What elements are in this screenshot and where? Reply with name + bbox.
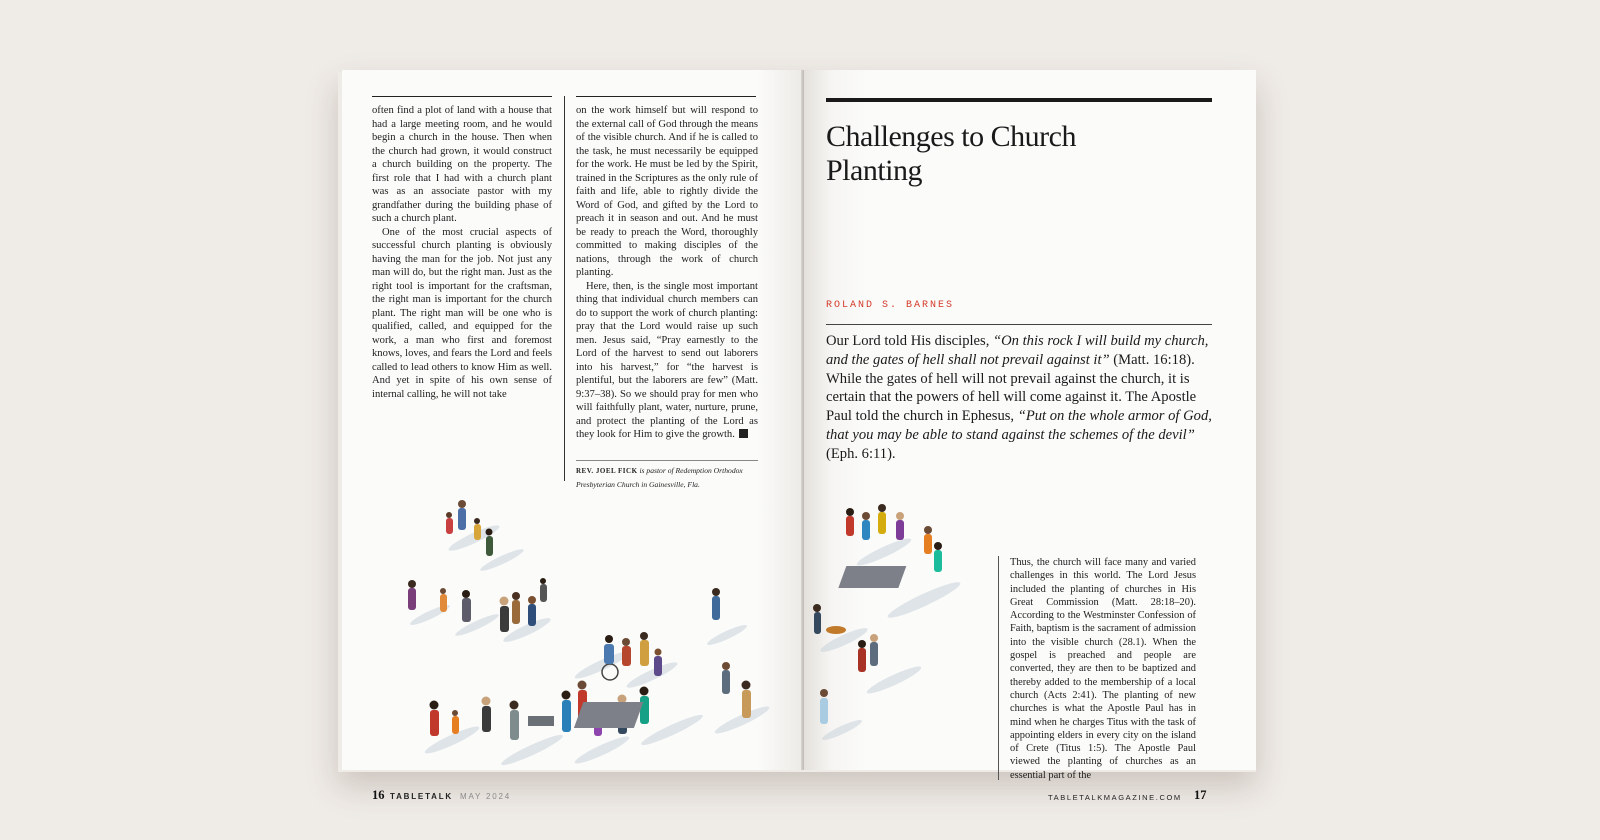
column-rule (372, 96, 552, 97)
paragraph: on the work himself but will respond to the external call of God through the means of the visible church. And if he is called to the task, he must necessarily be equipped for the work. He must be led by the Spirit, trained in the Scriptures as the only rule of faith and life, able to rightly divide the Word of God, and gifted by the Lord to preach it in season and out. And he must be ready to preach the Word, thoroughly committed to making disciples of the nations, through the work of church planting. (576, 105, 758, 278)
paragraph: One of the most crucial aspects of successful church planting is obviously having the man for the job. Not just any man will do, but the right man. Just as the right tool is important for the craftsman, the right man is important for the church plant. The right man will be one who is qualified, called, and equipped for the work, a man who first and foremost knows, loves, and fears the Lord and feels called to lead others to know Him as well. And yet in spite of his own sense of internal calling, he will not take (372, 226, 552, 400)
left-page (342, 70, 804, 802)
crowd-illustration-right (804, 490, 1004, 730)
lede-text: (Eph. 6:11). (826, 445, 896, 462)
folio-page-number: 17 (1194, 788, 1207, 802)
folio-website: TABLETALKMAGAZINE.COM (1048, 793, 1182, 802)
lede-paragraph (826, 332, 1218, 464)
column-rule (576, 96, 756, 97)
folio-date: MAY 2024 (460, 792, 512, 801)
left-column-2 (576, 104, 758, 442)
lede-quote: “Put on the whole armor of God, that you may be able to stand against the schemes of the devil” (826, 408, 1212, 443)
paragraph: Here, then, is the single most important thing that individual church members can do to support the work of church planting: pray that the Lord would raise up such men. Jesus said, “Pray earnestly to the Lord of the harvest to send out laborers into his harvest,” for “the harvest is plentiful, but the laborers are few” (Matt. 9:37–38). So we should pray for men who will faithfully plant, water, nurture, prune, and protect the planting of the Lord as they look for Him to give the growth. (576, 280, 758, 440)
paragraph: often find a plot of land with a house that had a large meeting room, and he would begin a church in the house. Then when the church had grown, it would construct a church building on the property. The first role that I had with a church plant was as an associate pastor with my grandfather during the building phase of such a church plant. (372, 105, 552, 224)
lede-text: (Matt. 16:18). While the gates of hell will not prevail against the church, it is certain that the powers of hell will come against it. The Apostle Paul told the church in Ephesus, (826, 351, 1197, 425)
byline-text: is pastor of Redemption Orthodox Presbyterian Church in Gainesville, Fla. (576, 466, 743, 489)
lede-text: Our Lord told His disciples, (826, 333, 994, 349)
lede-rule (826, 324, 1212, 325)
article-author: ROLAND S. BARNES (826, 300, 955, 311)
title-rule (826, 98, 1212, 102)
left-column-1 (372, 104, 552, 401)
folio-page-number: 16 (372, 788, 385, 802)
folio-magazine: TABLETALK (390, 792, 454, 801)
right-page (804, 70, 1256, 802)
article-title: Challenges to Church Planting (826, 120, 1076, 187)
body-divider (998, 556, 999, 780)
body-column: Thus, the church will face many and varied challenges in this world. The Lord Jesus included the planting of churches in His Great Commission (Matt. 28:18–20). According to the Westminster Confession of Faith, baptism is the sacrament of admission into the visible church (28.1). When the gospel is preached and people are converted, they are then to be baptized and thereby added to the membership of a local church (Acts 2:41). The planting of new churches is what the Apostle Paul has in mind when he charges Titus with the task of appointing elders in every city on the island of Crete (Titus 1:5). The Apostle Paul viewed the planting of churches as an essential part of the (1010, 557, 1196, 781)
crowd-illustration-left (342, 420, 804, 740)
lede-quote: “On this rock I will build my church, and the gates of hell shall not prevail against it” (826, 333, 1209, 368)
byline-name: REV. JOEL FICK (576, 467, 638, 475)
